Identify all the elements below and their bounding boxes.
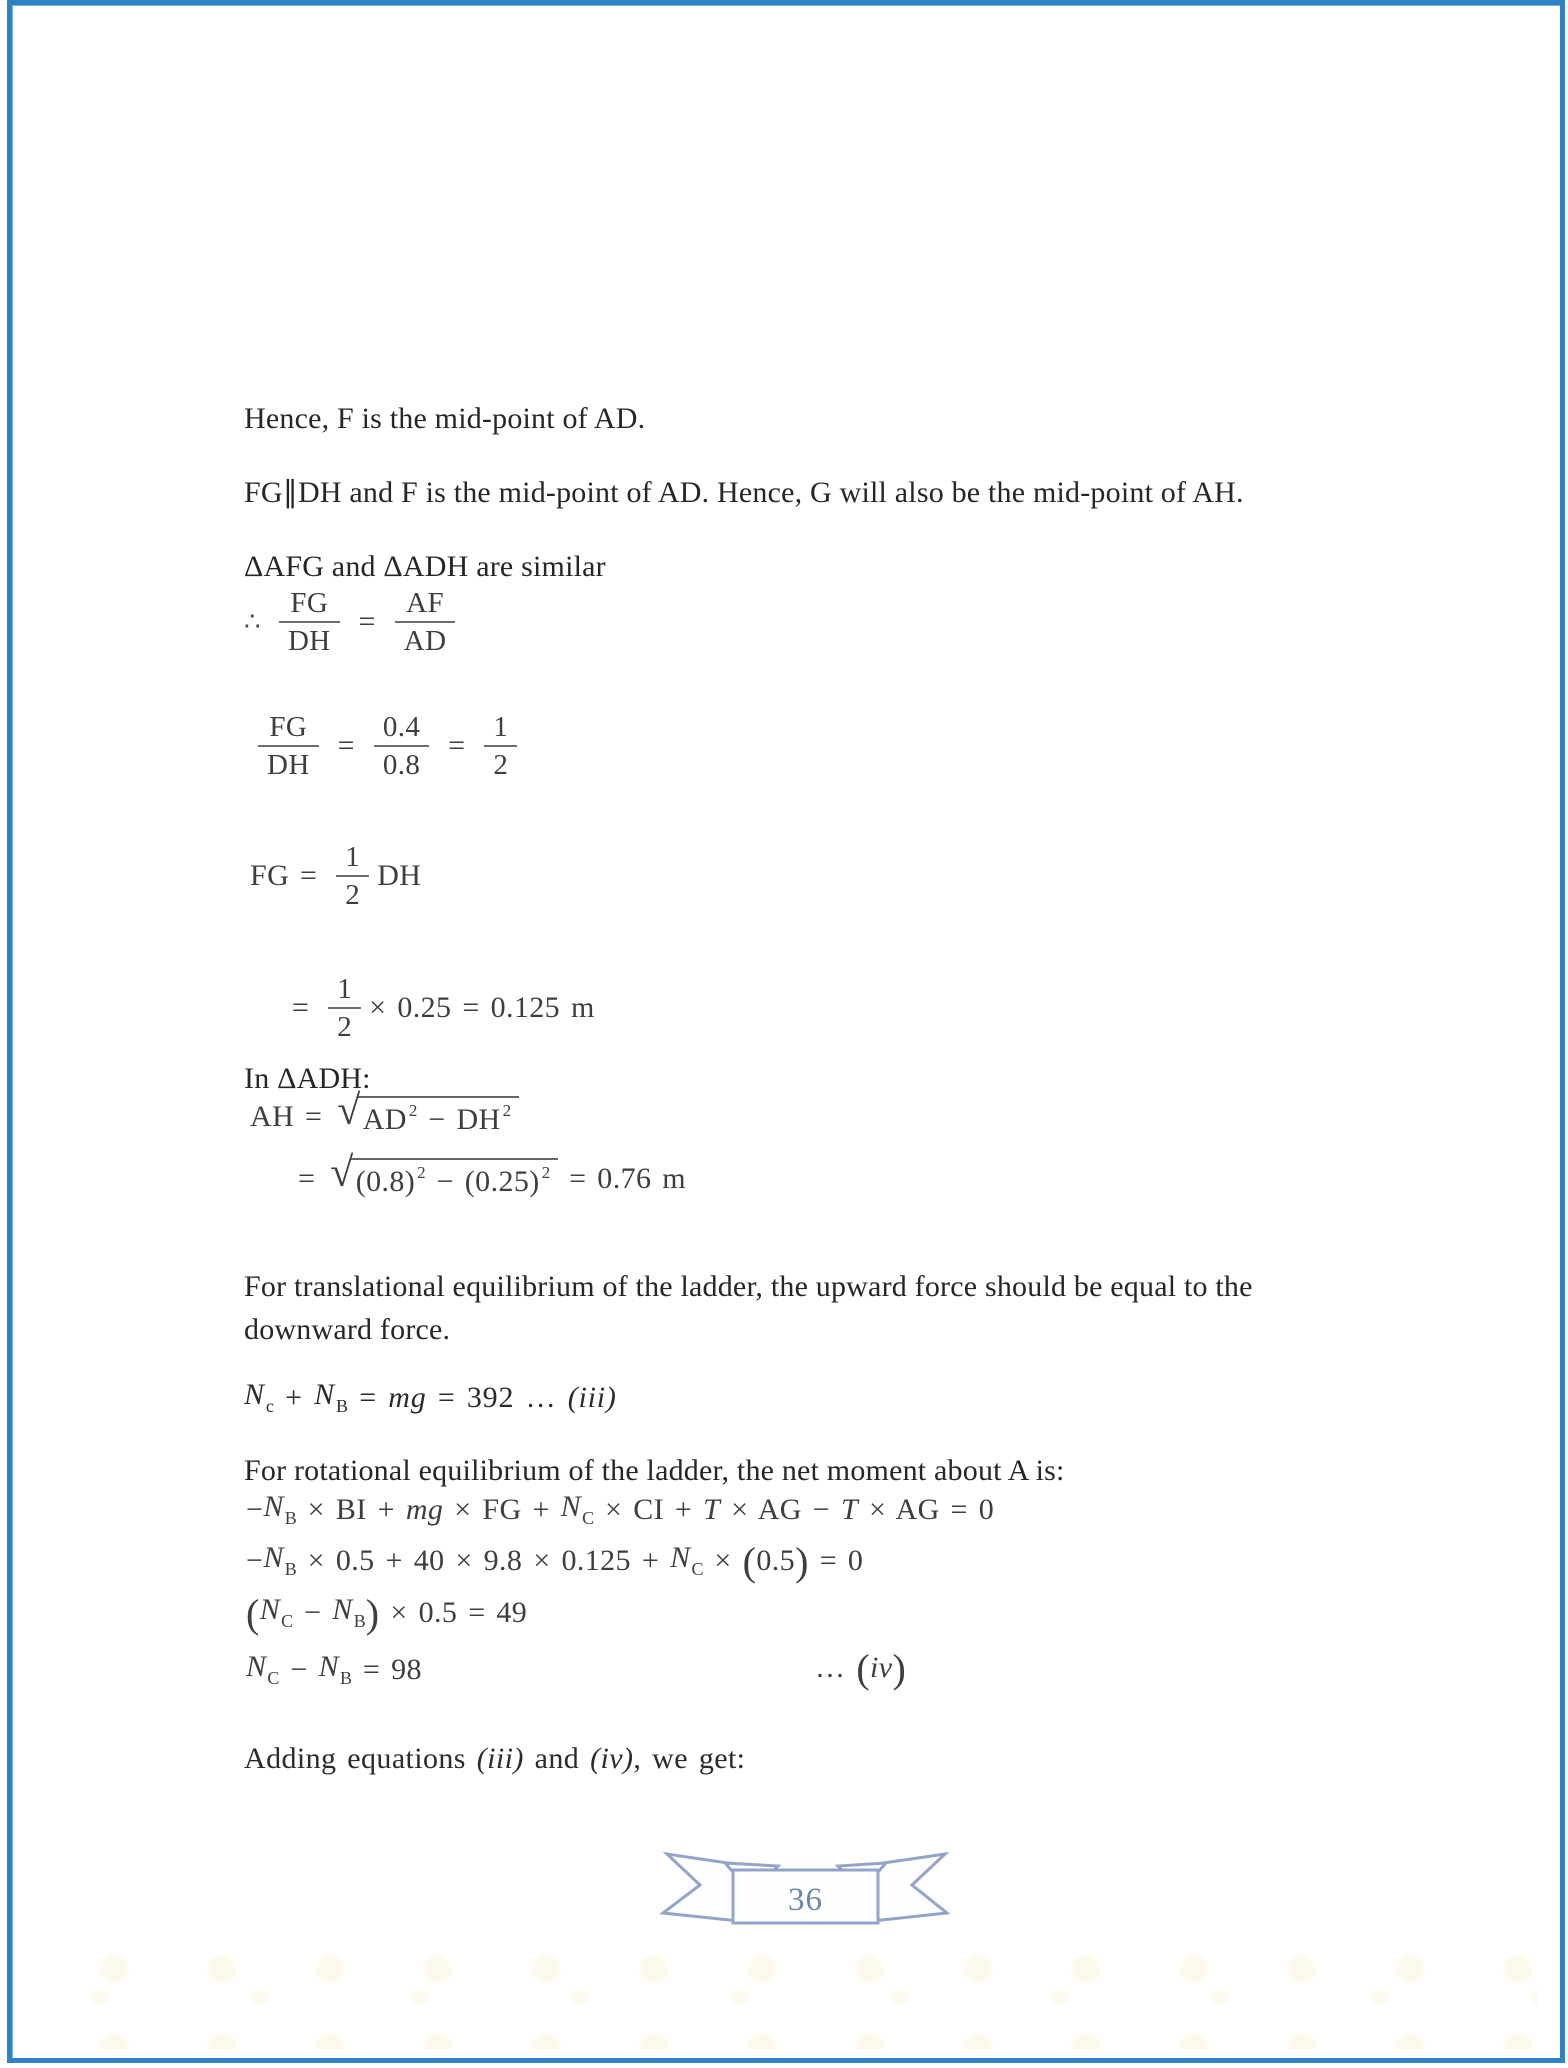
paragraph-translational-equilibrium: For translational equilibrium of the ladder, the upward force should be equal to the downward force.: [244, 1270, 1253, 1346]
equation-iv: $N_C$ − $N_B$ = 98: [246, 1650, 422, 1688]
equation-ah-value: = √ (0.8) $^2$ − (0.25) $^2$ = 0.76 m: [298, 1150, 687, 1198]
equation-ah-sqrt: AH = √ AD $^2$ − DH $^2$: [250, 1096, 519, 1138]
paragraph-midpoint-f: Hence, F is the mid-point of AD.: [244, 402, 646, 435]
equation-iii: $N_c$ + $N_B$ = mg = 392 … (iii): [244, 1378, 617, 1416]
equation-ratio-similar-triangles: ∴ $\frac{FG}{DH}$ = $\frac{AF}{AD}$: [244, 586, 463, 658]
paragraph-in-triangle-adh: In ΔADH:: [244, 1062, 371, 1095]
paragraph-triangles-similar: ΔAFG and ΔADH are similar: [244, 550, 606, 583]
page-border: [7, 0, 1565, 2063]
paragraph-adding-equations: Adding equations (iii) and (iv) , we get:: [244, 1742, 746, 1775]
page-number-ribbon: [648, 1842, 950, 1934]
equation-fg-dh-ratio-value: $\frac{FG}{DH}$ = $\frac{0.4}{0.8}$ = $\frac{1}{2}$: [250, 710, 525, 782]
equation-fg-half-dh: FG = $\frac{1}{2}$ DH: [250, 841, 422, 912]
equation-iv-label: … ( iv ): [815, 1646, 907, 1691]
equation-nc-minus-nb-times: ( $N_C$ − $N_B$ ) × 0.5 = 49: [246, 1590, 528, 1636]
paragraph-fg-parallel-dh: FG∥DH and F is the mid-point of AD. Hence, G will also be the mid-point of AH.: [244, 476, 1244, 509]
equation-fg-value: = $\frac{1}{2}$ × 0.25 = 0.125 m: [292, 973, 595, 1044]
page-number: 36: [788, 1882, 823, 1918]
equation-net-moment: − $N_B$ × BI + mg × FG + $N_C$ × CI + T × AG − T × AG = 0: [246, 1490, 995, 1528]
equation-moment-values: − $N_B$ × 0.5 + 40 × 9.8 × 0.125 + $N_C$ × ( 0.5 ) = 0: [246, 1538, 864, 1584]
paragraph-rotational-equilibrium: For rotational equilibrium of the ladder, the net moment about A is:: [244, 1454, 1065, 1487]
scan-stain-texture: [60, 1930, 1538, 2050]
